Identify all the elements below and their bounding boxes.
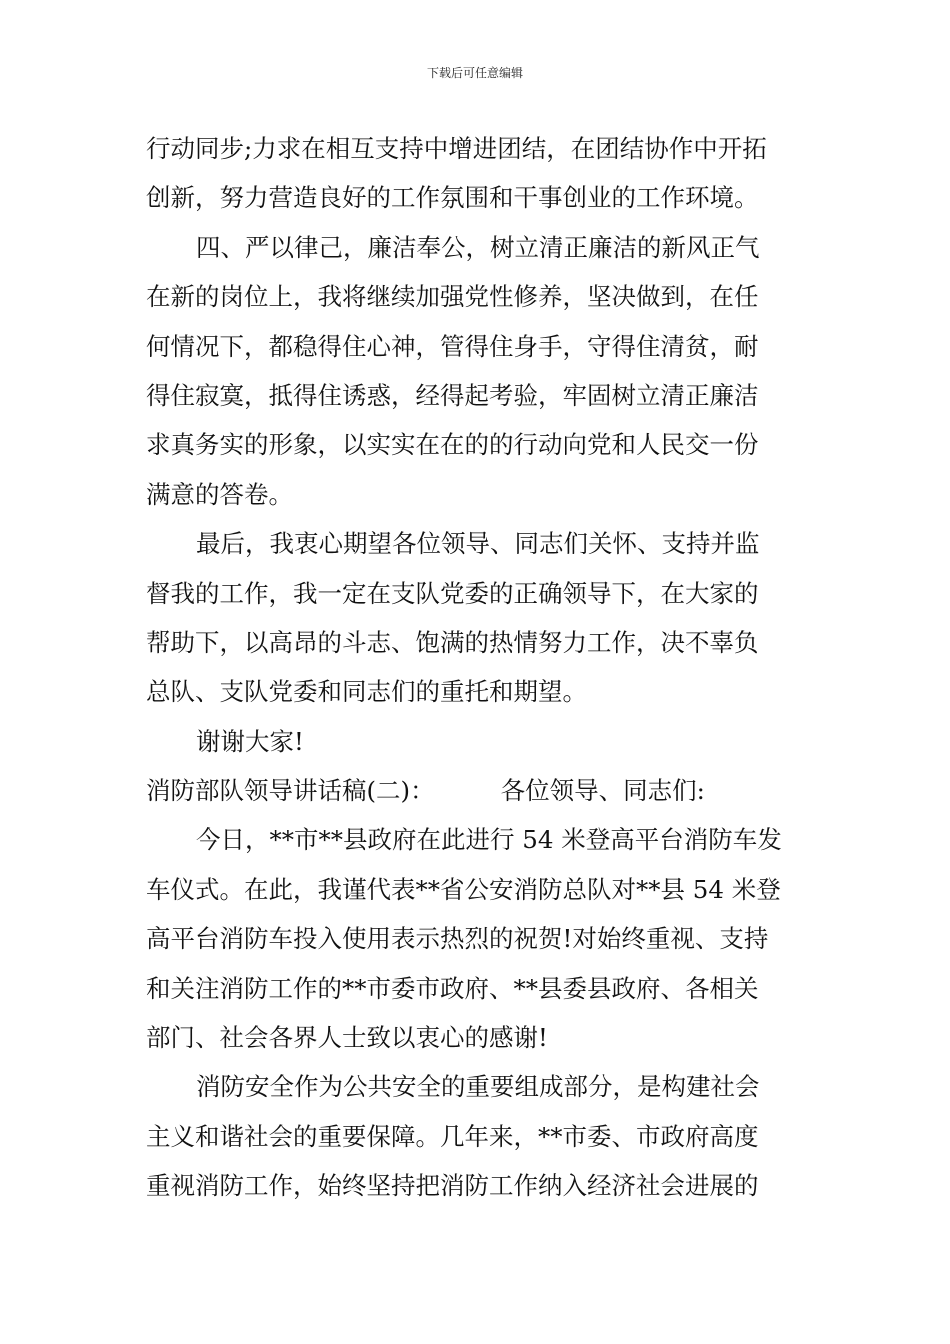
text-line: 求真务实的形象，以实实在在的的行动向党和人民交一份	[146, 430, 759, 460]
text-line: 满意的答卷。	[146, 479, 293, 509]
text-line: 车仪式。在此，我谨代表**省公安消防总队对**县 54 米登	[146, 874, 781, 904]
text-line: 消防安全作为公共安全的重要组成部分，是构建社会	[196, 1072, 760, 1102]
text-line: 重视消防工作，始终坚持把消防工作纳入经济社会进展的	[146, 1171, 759, 1201]
text-line: 和关注消防工作的**市委市政府、**县委县政府、各相关	[146, 973, 759, 1003]
salutation: 各位领导、同志们:	[500, 776, 705, 806]
text-line: 在新的岗位上，我将继续加强党性修养，坚决做到，在任	[146, 282, 759, 312]
text-line: 得住寂寞，抵得住诱惑，经得起考验，牢固树立清正廉洁	[146, 380, 759, 410]
text-line: 总队、支队党委和同志们的重托和期望。	[146, 677, 587, 707]
text-line: 主义和谐社会的重要保障。几年来，**市委、市政府高度	[146, 1121, 759, 1151]
text-line: 帮助下，以高昂的斗志、饱满的热情努力工作，决不辜负	[146, 627, 759, 657]
closing-line: 谢谢大家!	[196, 726, 304, 756]
text-line: 最后，我衷心期望各位领导、同志们关怀、支持并监	[196, 529, 760, 559]
speech-title: 消防部队领导讲话稿(二)：	[146, 776, 435, 806]
text-line: 督我的工作，我一定在支队党委的正确领导下，在大家的	[146, 578, 759, 608]
text-line: 今日，**市**县政府在此进行 54 米登高平台消防车发	[196, 825, 782, 855]
text-line: 部门、社会各界人士致以衷心的感谢!	[146, 1023, 548, 1053]
text-line: 行动同步;力求在相互支持中增进团结，在团结协作中开拓	[146, 134, 767, 163]
text-line: 何情况下，都稳得住心神，管得住身手，守得住清贫，耐	[146, 331, 759, 361]
section-heading: 四、严以律己，廉洁奉公，树立清正廉洁的新风正气	[196, 232, 760, 262]
speech-title-line	[146, 766, 811, 815]
page-header: 下载后可任意编辑	[426, 66, 523, 80]
document-body	[146, 124, 811, 1211]
text-line: 创新，努力营造良好的工作氛围和干事创业的工作环境。	[146, 183, 759, 213]
text-line: 高平台消防车投入使用表示热烈的祝贺!对始终重视、支持	[146, 924, 769, 954]
